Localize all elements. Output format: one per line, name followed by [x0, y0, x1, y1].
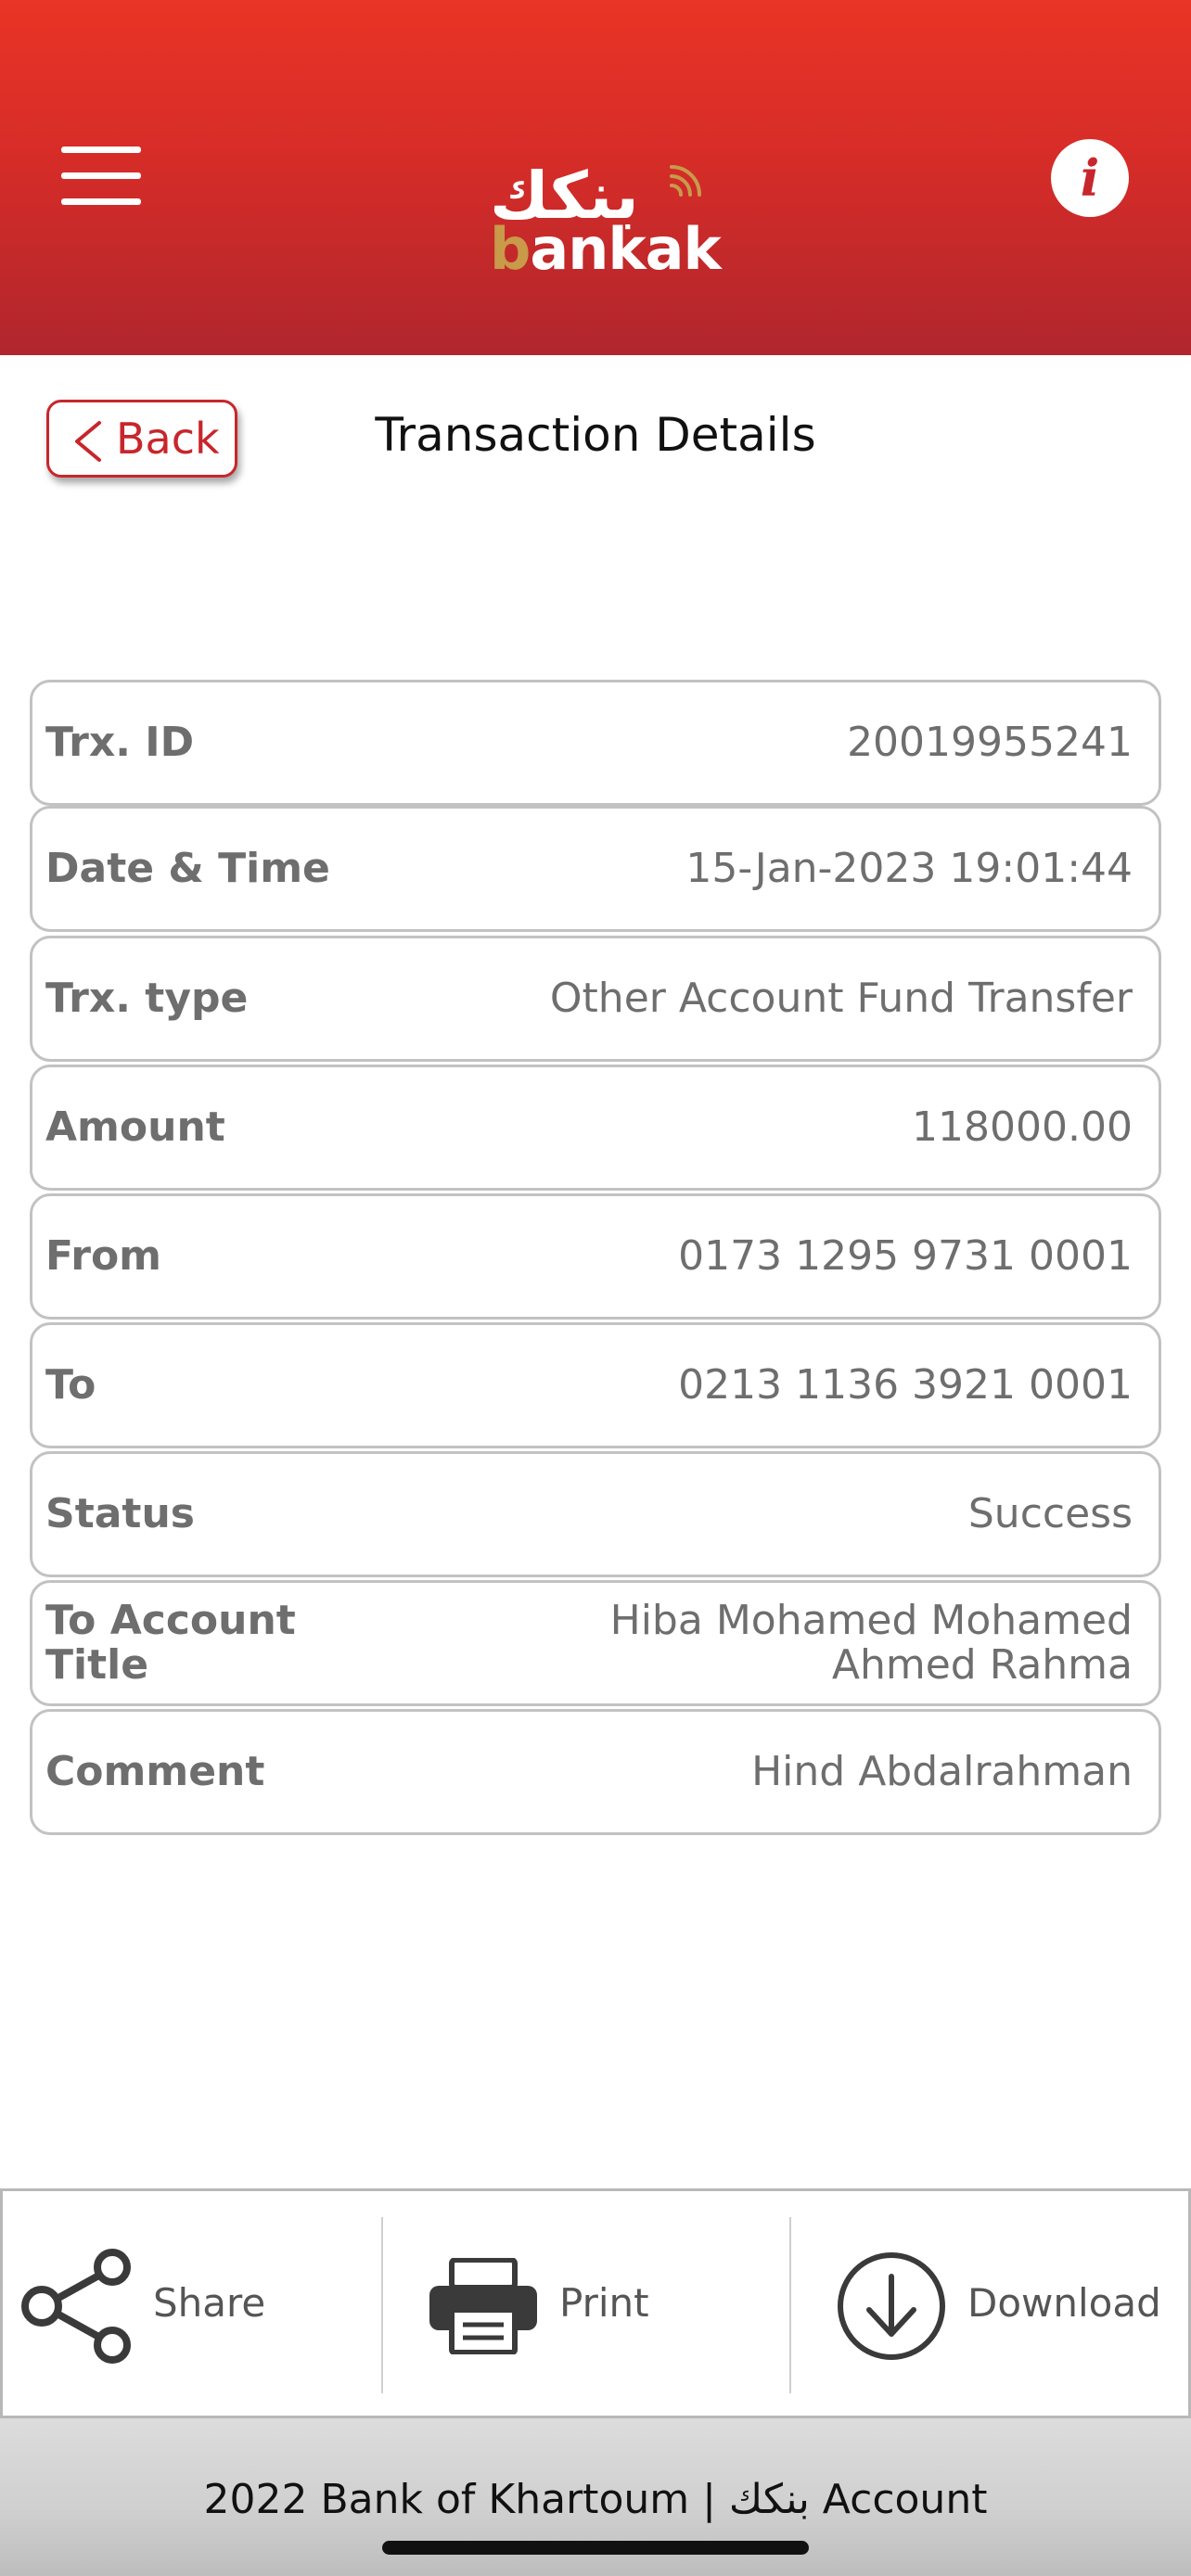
detail-row-comment: [30, 1709, 1161, 1835]
app-header: [0, 0, 1191, 355]
info-icon[interactable]: i: [1051, 139, 1129, 217]
detail-row-trx-type: [30, 936, 1161, 1062]
detail-value: 0173 1295 9731 0001: [678, 1232, 1133, 1280]
detail-key: Amount: [45, 1103, 225, 1151]
detail-key: Comment: [45, 1748, 265, 1795]
detail-value: 15-Jan-2023 19:01:44: [685, 845, 1133, 892]
printer-icon: [428, 2258, 539, 2354]
detail-row-date-time: [30, 806, 1161, 932]
detail-value: Hind Abdalrahman: [751, 1748, 1133, 1795]
download-label: Download: [967, 2280, 1161, 2326]
chevron-left-icon: [70, 419, 107, 464]
detail-row-amount: [30, 1065, 1161, 1191]
logo-latin-text: bankak: [490, 215, 721, 283]
back-button-label: Back: [116, 414, 220, 464]
detail-value: 0213 1136 3921 0001: [678, 1361, 1133, 1409]
detail-key: From: [45, 1232, 162, 1280]
detail-key: Trx. ID: [45, 719, 195, 766]
detail-value: Success: [967, 1490, 1133, 1537]
print-label: Print: [559, 2280, 649, 2326]
action-bar: [0, 2188, 1191, 2418]
detail-row-to-account-title: [30, 1580, 1161, 1706]
detail-value: 118000.00: [912, 1103, 1133, 1151]
detail-row-from: [30, 1193, 1161, 1320]
detail-key: To: [45, 1361, 96, 1409]
share-button[interactable]: [3, 2191, 381, 2416]
download-button[interactable]: [791, 2191, 1188, 2416]
page-title: Transaction Details: [375, 408, 816, 462]
bankak-logo: [482, 158, 721, 287]
detail-key: Date & Time: [45, 845, 330, 892]
home-indicator: [382, 2541, 809, 2555]
detail-value: Other Account Fund Transfer: [549, 975, 1133, 1022]
download-icon: [836, 2251, 947, 2362]
logo-arabic-text: بنكك: [490, 158, 639, 234]
detail-row-to: [30, 1322, 1161, 1448]
share-icon: [19, 2249, 134, 2364]
detail-key: Status: [45, 1490, 195, 1537]
footer-text: 2022 Bank of Khartoum | بنكك Account: [203, 2476, 988, 2523]
detail-value: Hiba Mohamed Mohamed Ahmed Rahma: [609, 1597, 1133, 1689]
back-button[interactable]: [46, 400, 237, 478]
detail-key: To Account Title: [45, 1597, 296, 1689]
share-label: Share: [153, 2280, 266, 2326]
hamburger-menu-icon[interactable]: [61, 147, 141, 206]
signal-waves-icon: [668, 161, 705, 198]
detail-row-trx-id: [30, 680, 1161, 806]
detail-key: Trx. type: [45, 975, 249, 1022]
print-button[interactable]: [383, 2191, 789, 2416]
detail-value: 20019955241: [847, 719, 1133, 766]
detail-row-status: [30, 1451, 1161, 1577]
